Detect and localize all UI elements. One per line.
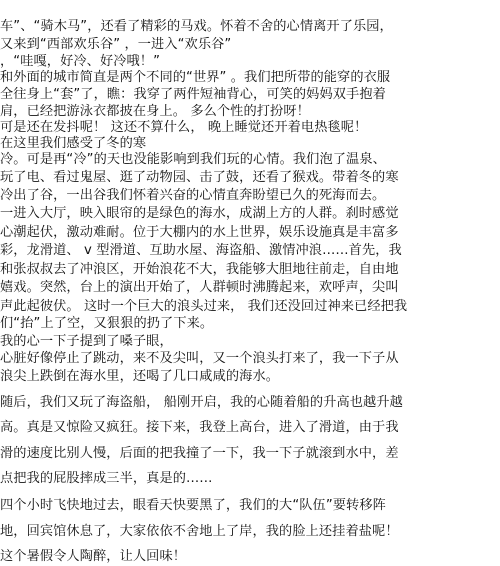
- text-line-3: ，“哇嘎，好冷、好冷哦！”: [0, 54, 161, 70]
- text-line-17: 声此起彼伏。 这时一个巨大的浪头过来， 我们还没回过神来已经把我: [0, 298, 408, 314]
- text-line-23: 高。真是又惊险又疯狂。接下来，我登上高台，进入了滑道，由于我: [0, 420, 399, 436]
- text-line-18: 们“抬”上了空，又狠狠的扔了下来。: [0, 316, 214, 332]
- text-line-14: 彩，龙滑道、 v 型滑道、互助水屋、海盗船、激情冲浪……首先，我: [0, 243, 402, 259]
- text-line-7: 可是还在发抖呢！ 这还不算什么， 晚上睡觉还开着电热毯呢！: [0, 120, 368, 136]
- text-line-28: 这个暑假令人陶醉，让人回味！: [0, 549, 187, 564]
- text-line-12: 一进入大厅，映入眼帘的是绿色的海水，成湖上方的人群。刹时感觉: [0, 206, 399, 222]
- text-line-16: 嬉戏。突然，台上的演出开始了，人群顿时沸腾起来，欢呼声，尖叫: [0, 280, 399, 296]
- text-line-2: 又来到“西部欢乐谷” ，一进入“欢乐谷”: [0, 36, 232, 52]
- text-line-5: 全往身上“套”了，瞧：我穿了两件短袖背心，可笑的妈妈双手抱着: [0, 87, 386, 103]
- text-line-27: 地，回宾馆休息了，大家依依不舍地上了岸，我的脸上还挂着盐呢！: [0, 523, 399, 539]
- text-line-21: 浪尖上跌倒在海水里，还喝了几口咸咸的海水。: [0, 368, 280, 384]
- text-line-26: 四个小时飞快地过去，眼看天快要黑了，我们的大“队伍”要转移阵: [0, 498, 386, 514]
- text-line-13: 心潮起伏，激动难耐。位于大棚内的水上世界，娱乐设施真是丰富多: [0, 224, 399, 240]
- text-line-11: 冷出了谷，一出谷我们怀着兴奋的心情直奔盼望已久的死海而去。: [0, 187, 386, 203]
- text-line-8: 在这里我们感受了冬的寒: [0, 135, 147, 151]
- text-line-6: 肩，已经把游泳衣都披在身上。 多么个性的打扮呀！: [0, 103, 310, 119]
- text-line-15: 和张叔叔去了冲浪区，开始浪花不大，我能够大胆地往前走，自由地: [0, 261, 399, 277]
- text-line-1: 车”、“骑木马”，还看了精彩的马戏。怀着不舍的心情离开了乐园，: [0, 19, 393, 34]
- text-line-10: 玩了电、看过鬼屋、逛了动物园、击了鼓，还看了猴戏。带着冬的寒: [0, 170, 399, 185]
- text-line-22: 随后，我们又玩了海盗船， 船刚开启，我的心随着船的升高也越升越: [0, 395, 403, 411]
- text-line-20: 心脏好像停止了跳动，来不及尖叫，又一个浪头打来了，我一下子从: [0, 351, 399, 367]
- text-line-4: 和外面的城市简直是两个不同的“世界” 。我们把所带的能穿的衣服: [0, 69, 391, 85]
- text-line-24: 滑的速度比别人慢，后面的把我撞了一下，我一下子就滚到水中，差: [0, 445, 399, 461]
- text-line-9: 冷。可是再“冷”的天也没能影响到我们玩的心情。我们泡了温泉、: [0, 152, 386, 168]
- text-line-19: 我的心一下子提到了嗓子眼，: [0, 333, 173, 349]
- text-line-25: 点把我的屁股摔成三半，真是的……: [0, 471, 213, 487]
